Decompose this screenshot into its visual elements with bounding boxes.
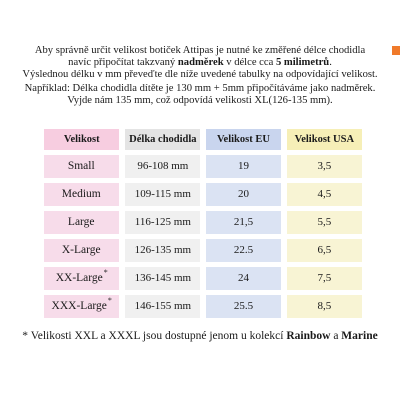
intro-line-2-post: . <box>329 57 332 69</box>
cell-size <box>44 155 119 178</box>
cell-size <box>44 267 119 290</box>
size-label: X-Large <box>61 244 101 256</box>
footnote-mid: a <box>330 330 342 342</box>
cell-length: 116-125 mm <box>125 211 200 234</box>
cell-eu: 21,5 <box>206 211 280 234</box>
cell-length: 136-145 mm <box>125 267 200 290</box>
size-mark: * <box>103 268 108 277</box>
size-table <box>38 124 368 323</box>
table-row <box>44 267 362 290</box>
size-label: Small <box>67 160 95 172</box>
intro-text <box>0 45 400 107</box>
footnote-bold-1: Rainbow <box>286 330 331 342</box>
intro-line-2 <box>0 57 400 69</box>
footnote <box>0 330 400 342</box>
size-mark: * <box>107 296 112 305</box>
intro-line-2-bold-1: nadměrek <box>177 57 224 69</box>
table-row <box>44 239 362 262</box>
footnote-pre: * Velikosti XXL a XXXL jsou dostupné jenom u kolekcí <box>22 330 287 342</box>
table-row <box>44 211 362 234</box>
cell-length: 146-155 mm <box>125 295 200 318</box>
size-label: XXX-Large <box>51 300 107 312</box>
cell-length: 126-135 mm <box>125 239 200 262</box>
intro-line-2-pre: navíc připočítat takzvaný <box>68 57 178 69</box>
header-size: Velikost <box>44 129 119 150</box>
cell-length: 96-108 mm <box>125 155 200 178</box>
intro-line-2-mid: v délce cca <box>223 57 276 69</box>
cell-usa: 3,5 <box>287 155 362 178</box>
cell-eu: 20 <box>206 183 280 206</box>
cell-size <box>44 295 119 318</box>
size-label: Large <box>67 216 95 228</box>
header-usa: Velikost USA <box>287 129 362 150</box>
cell-eu: 22.5 <box>206 239 280 262</box>
intro-line-5: Vyjde nám 135 mm, což odpovídá velikosti XL(126-135 mm). <box>67 94 333 106</box>
size-label: Medium <box>61 188 101 200</box>
cell-eu: 24 <box>206 267 280 290</box>
intro-line-2-bold-2: 5 milimetrů <box>275 57 330 69</box>
table-row <box>44 295 362 318</box>
intro-line-4: Například: Délka chodidla dítěte je 130 mm + 5mm připočítáváme jako nadměrek. <box>24 82 376 94</box>
intro-line-1: Aby správně určit velikost botiček Attipas je nutné ke změřené délce chodidla <box>34 45 366 56</box>
header-eu: Velikost EU <box>206 129 280 150</box>
cell-eu: 25.5 <box>206 295 280 318</box>
cell-usa: 8,5 <box>287 295 362 318</box>
footnote-bold-2: Marine <box>341 330 378 342</box>
size-label: XX-Large <box>55 272 103 284</box>
table-row <box>44 183 362 206</box>
cell-usa: 5,5 <box>287 211 362 234</box>
table-row <box>44 155 362 178</box>
cell-size <box>44 183 119 206</box>
cell-usa: 7,5 <box>287 267 362 290</box>
cell-usa: 6,5 <box>287 239 362 262</box>
cell-eu: 19 <box>206 155 280 178</box>
intro-line-3: Výslednou délku v mm převeďte dle níže uvedené tabulky na odpovídající velikost. <box>22 69 378 81</box>
cell-usa: 4,5 <box>287 183 362 206</box>
cell-length: 109-115 mm <box>125 183 200 206</box>
size-table-header-row <box>44 129 362 150</box>
cell-size <box>44 211 119 234</box>
header-length: Délka chodidla <box>125 129 200 150</box>
cell-size <box>44 239 119 262</box>
